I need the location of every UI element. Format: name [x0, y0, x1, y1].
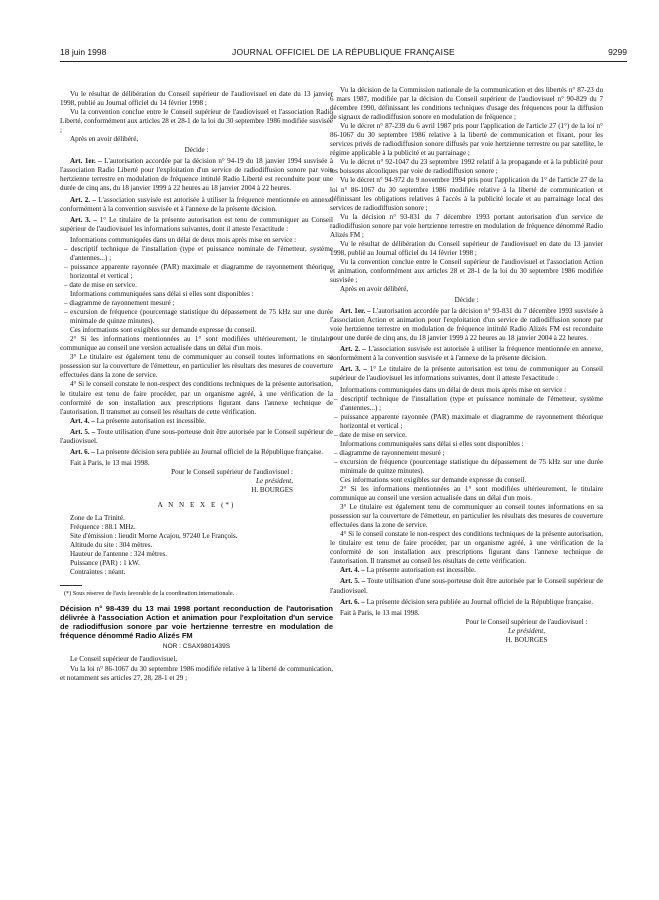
article-label: Art. 1er. –: [340, 307, 371, 316]
left-paragraph: Vu le résultat de délibération du Conseil supérieur de l'audiovisuel en date du 13 janvier 1998, publié au Journal officiel du 14 février 1998 ;: [60, 90, 333, 108]
article-label: Art. 6. –: [340, 597, 365, 606]
left-paragraph: 4° Si le conseil constate le non-respect des conditions techniques de la présente autorisation, le titulaire est tenu de faire procéder, par un organisme agréé, à une vérification de la conformité de son installation aux prescriptions figurant dans l'annexe technique de l'autorisation. Il transmet au conseil les résultats de cette vérification.: [60, 380, 333, 416]
signature-name: H. BOURGES: [505, 635, 548, 644]
article-label: Art. 6. –: [70, 447, 95, 456]
article-label: Art. 5. –: [340, 577, 366, 586]
left-paragraph: 3° Le titulaire est également tenu de communiquer au conseil toutes informations en sa possession sur la couverture de l'émetteur, en particulier les résultats des mesures de couverture effectuées dans la zone de service.: [60, 353, 333, 380]
article-6: [330, 598, 603, 607]
right-column: [330, 86, 603, 645]
right-paragraph: 2° Si les informations mentionnées au 1° sont modifiées ultérieurement, le titulaire communique au conseil une version actualisée dans un délai d'un mois.: [330, 485, 603, 503]
article-6: [60, 448, 333, 457]
info-heading: Informations communiquées dans un délai de deux mois après mise en service :: [340, 385, 567, 394]
list-item: – descriptif technique de l'installation (type et puissance nominale de l'émetteur, système d'antennes...) ;: [64, 244, 333, 262]
signature-title-text: Le président,: [507, 626, 546, 635]
list-item: – excursion de fréquence (pourcentage statistique du dépassement de 75 kHz sur une durée minimale de quinze minutes).: [334, 457, 603, 475]
signature-date: Fait à Paris, le 13 mai 1998.: [70, 458, 150, 467]
right-paragraph: Vu le résultat de délibération du Conseil supérieur de l'audiovisuel en date du 13 janvier 1998, publié au Journal officiel du 14 février 1998 ;: [330, 239, 603, 257]
article-text: L'association susvisée est autorisée à utiliser la fréquence mentionnée en annexe, conformément à la convention susvisée et à l'annexe de la présente décision.: [330, 345, 603, 363]
list-item: – date de mise en service.: [334, 430, 407, 439]
header-title: JOURNAL OFFICIEL DE LA RÉPUBLIQUE FRANÇAISE: [232, 47, 455, 57]
header-page-number: 9299: [608, 47, 627, 57]
article-2: [330, 345, 603, 363]
article-3: [330, 365, 603, 383]
decide-heading: Décide :: [184, 146, 209, 155]
article-text: L'autorisation accordée par la décision n° 94-19 du 18 janvier 1994 susvisée à l'association Radio Liberté pour l'exploitation d'un service de radiodiffusion sonore par voie hertzienne terrestre en modulation de fréquence intitulé Radio Liberté est reconduite pour une durée de cinq ans, du 18 janvier 1999 à 22 heures au 18 janvier 2004 à 22 heures.: [60, 157, 334, 193]
page-header: [60, 47, 627, 59]
list-item: – descriptif technique de l'installation (type et puissance nominale de l'émetteur, système d'antennes...) ;: [334, 394, 603, 412]
annexe-item: Hauteur de l'antenne : 324 mètres.: [70, 550, 168, 559]
article-4: [330, 566, 603, 575]
right-paragraph: 3° Le titulaire est également tenu de communiquer au conseil toutes informations en sa possession sur la couverture de l'émetteur, en particulier les résultats des mesures de couverture effectuées dans la zone de service.: [330, 503, 603, 530]
article-text: La présente décision sera publiée au Journal officiel de la République française.: [366, 597, 593, 606]
left-paragraph: Vu la loi n° 86-1067 du 30 septembre 1986 modifiée relative à la liberté de communication, et notamment ses articles 27, 28, 28-1 et 29 ;: [60, 664, 333, 682]
annexe-item: Contraintes : néant.: [70, 568, 126, 577]
annexe-item: Zone de La Trinité.: [70, 514, 125, 523]
left-paragraph: Après en avoir délibéré,: [70, 135, 139, 144]
list-item: – date de mise en service.: [64, 280, 137, 289]
signature-line: Pour le Conseil supérieur de l'audiovisuel :: [465, 617, 588, 626]
article-label: Art. 2. –: [340, 345, 366, 354]
article-text: Toute utilisation d'une sous-porteuse doit être autorisée par le Conseil supérieur de l'audiovisuel.: [330, 577, 603, 595]
signature-title: [60, 477, 333, 486]
signature-name: H. BOURGES: [251, 485, 293, 494]
article-label: Art. 3. –: [70, 215, 97, 224]
article-text: L'autorisation accordée par la décision n° 93-831 du 7 décembre 1993 susvisée à l'association Action et animation pour l'exploitation d'un service de radiodiffusion sonore par voie hertzienne terrestre en modulation de fréquence intitulé Radio Alizés FM est reconduite pour une durée de cinq ans, du 18 janvier 1999 à 22 heures au 18 janvier 2004 à 22 heures.: [330, 307, 603, 343]
header-rule: [60, 61, 627, 62]
right-paragraph: Vu la décision n° 93-831 du 7 décembre 1993 portant autorisation d'un service de radiodiffusion sonore par voie hertzienne terrestre en modulation de fréquence dénommé Radio Alizés FM ;: [330, 212, 603, 239]
article-5: [60, 428, 333, 446]
article-text: La présente autorisation est incessible.: [366, 566, 476, 575]
article-label: Art. 2. –: [70, 195, 96, 204]
left-paragraph: Le Conseil supérieur de l'audiovisuel,: [70, 655, 178, 664]
right-paragraph: Vu le décret n° 94-972 du 9 novembre 1994 pris pour l'application du 1° de l'article 27 de la loi n° 86-1067 du 30 septembre 1986 modifiée relative à la liberté de communication et définissant les obligations relatives à l'accès à la publicité locale et au parrainage local des services de radiodiffusion sonore ;: [330, 176, 603, 212]
list-item: – puissance apparente rayonnée (PAR) maximale et diagramme de rayonnement théorique horizontal et vertical ;: [334, 412, 603, 430]
info-heading: Informations communiquées sans délai si elles sont disponibles :: [340, 439, 524, 448]
right-paragraph: Ces informations sont exigibles sur demande expresse du conseil.: [340, 475, 527, 484]
article-1: [60, 157, 333, 193]
annexe-item: Altitude du site : 304 mètres.: [70, 541, 153, 550]
footnote-rule: [60, 585, 82, 586]
signature-title: [330, 627, 603, 636]
list-item: – diagramme de rayonnement mesuré ;: [334, 448, 445, 457]
right-paragraph: Vu le décret n° 87-239 du 6 avril 1987 pris pour l'application de l'article 27 (1°) de la loi n° 86-1067 du 30 septembre 1986 relative à la liberté de communication et fixant, pour les services privés de radiodiffusion sonore diffusés par voie hertzienne terrestre ou par satellite, le régime applicable à la publicité et au parrainage ;: [330, 122, 603, 158]
annexe-item: Site d'émission : lieudit Morne Acajou, 97240 Le François.: [70, 532, 238, 541]
right-paragraph: Après en avoir délibéré,: [340, 285, 409, 294]
article-4: [60, 417, 333, 426]
article-text: La présente autorisation est incessible.: [96, 416, 206, 425]
right-paragraph: Vu la convention conclue entre le Conseil supérieur de l'audiovisuel et l'association Action et animation, conformément aux articles 28 et 28-1 de la loi du 30 septembre 1986 modifiée susvisée ;: [330, 257, 603, 284]
right-paragraph: Vu la décision de la Commission nationale de la communication et des libertés n° 87-23 du 6 mars 1987, modifiée par la décision du Conseil supérieur de l'audiovisuel n° 90-829 du 7 décembre 1990, définissant les conditions techniques d'usage des fréquences pour la diffusion de signaux de radiodiffusion sonore en modulation de fréquence ;: [330, 86, 603, 122]
left-paragraph: Vu la convention conclue entre le Conseil supérieur de l'audiovisuel et l'association Radio Liberté, conformément aux articles 28 et 28-1 de la loi du 30 septembre 1986 modifiée susvisée ;: [60, 108, 333, 135]
decide-heading: Décide :: [454, 296, 479, 305]
footnote: (*) Sous réserve de l'avis favorable de la coordination internationale.: [64, 590, 235, 598]
article-text: Toute utilisation d'une sous-porteuse doit être autorisée par le Conseil supérieur de l'audiovisuel.: [60, 427, 333, 445]
header-date: 18 juin 1998: [60, 47, 107, 57]
article-1: [330, 307, 603, 343]
article-text: 1° Le titulaire de la présente autorisation est tenu de communiquer au Conseil supérieur de l'audiovisuel les informations suivantes, dont il atteste l'exactitude :: [60, 215, 333, 233]
signature-date: Fait à Paris, le 13 mai 1998.: [340, 608, 420, 617]
article-2: [60, 196, 333, 214]
article-label: Art. 4. –: [340, 566, 365, 575]
right-paragraph: Vu le décret n° 92-1047 du 23 septembre 1992 relatif à la propagande et à la publicité pour les boissons alcooliques par voie de radiodiffusion sonore ;: [330, 158, 603, 176]
article-3: [60, 216, 333, 234]
article-label: Art. 4. –: [70, 416, 95, 425]
info-heading: Informations communiquées sans délai si elles sont disponibles :: [70, 289, 254, 298]
left-paragraph: Ces informations sont exigibles sur demande expresse du conseil.: [70, 326, 257, 335]
list-item: – diagramme de rayonnement mesuré ;: [64, 299, 175, 308]
decision-title: Décision n° 98-439 du 13 mai 1998 portant reconduction de l'autorisation délivrée à l'association Action et animation pour l'exploitation d'un service de radiodiffusion sonore par voie hertzienne terrestre en modulation de fréquence dénommé Radio Alizés FM: [60, 604, 333, 641]
signature-line: Pour le Conseil supérieur de l'audiovisuel :: [171, 467, 293, 476]
right-paragraph: 4° Si le conseil constate le non-respect des conditions techniques de la présente autorisation, le titulaire est tenu de faire procéder, par un organisme agréé, à une vérification de la conformité de son installation aux prescriptions figurant dans l'annexe technique de l'autorisation. Il transmet au conseil les résultats de cette vérification.: [330, 530, 603, 566]
list-item: – puissance apparente rayonnée (PAR) maximale et diagramme de rayonnement théorique horizontal et vertical ;: [64, 262, 333, 280]
article-text: La présente décision sera publiée au Journal officiel de la République française.: [96, 447, 323, 456]
annexe-item: Puissance (PAR) : 1 kW.: [70, 559, 140, 568]
article-label: Art. 5. –: [70, 427, 96, 436]
article-5: [330, 577, 603, 595]
article-label: Art. 3. –: [340, 365, 367, 374]
left-column: [60, 90, 333, 683]
signature-title-text: Le président,: [255, 476, 293, 485]
annexe-heading: A N N E X E (*): [157, 501, 236, 510]
info-heading: Informations communiquées dans un délai de deux mois après mise en service :: [70, 235, 297, 244]
article-label: Art. 1er. –: [70, 157, 102, 166]
nor-reference: NOR : CSAX9801439S: [162, 643, 231, 651]
annexe-item: Fréquence : 88.1 MHz.: [70, 523, 136, 532]
left-paragraph: 2° Si les informations mentionnées au 1° sont modifiées ultérieurement, le titulaire communique au conseil une version actualisée dans un délai d'un mois.: [60, 335, 333, 353]
article-text: 1° Le titulaire de la présente autorisation est tenu de communiquer au Conseil supérieur de l'audiovisuel les informations suivantes, dont il atteste l'exactitude :: [330, 365, 603, 383]
article-text: L'association susvisée est autorisée à utiliser la fréquence mentionnée en annexe, conformément à la convention susvisée et à l'annexe de la présente décision.: [60, 195, 333, 213]
list-item: – excursion de fréquence (pourcentage statistique du dépassement de 75 kHz sur une durée minimale de quinze minutes).: [64, 308, 333, 326]
